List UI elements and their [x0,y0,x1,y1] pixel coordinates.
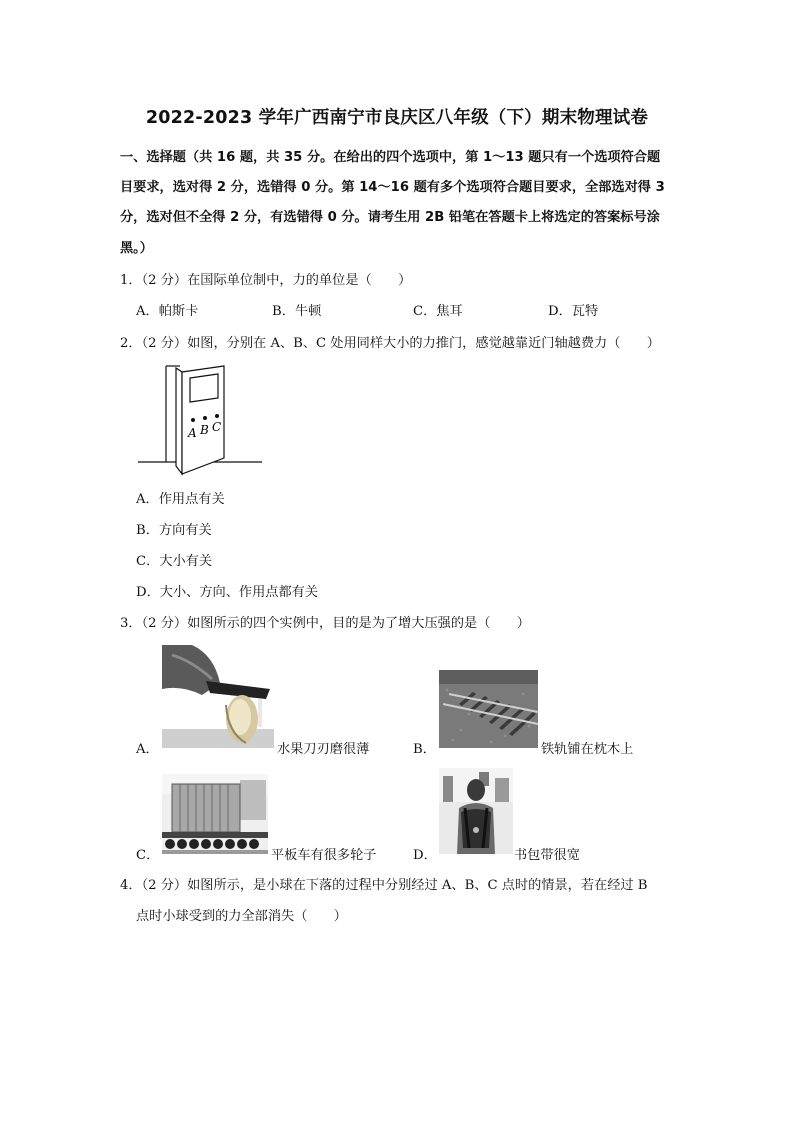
question-3-option-d-letter[interactable]: D． [413,848,437,863]
question-4-stem-line-2: 点时小球受到的力全部消失（ ） [136,909,347,924]
question-1-option-b[interactable]: B．牛顿 [272,304,322,319]
door-label-a: A [188,426,197,440]
question-2-option-b[interactable]: B．方向有关 [136,523,212,538]
section-instruction-line-1: 一、选择题（共 16 题，共 35 分。在给出的四个选项中，第 1～13 题只有一个选项符合题 [120,150,661,165]
exam-title: 2022-2023 学年广西南宁市良庆区八年级（下）期末物理试卷 [145,108,649,128]
question-1-option-d[interactable]: D．瓦特 [548,304,599,319]
schoolbag-strap-photo [439,768,513,854]
question-2-option-a[interactable]: A．作用点有关 [136,492,225,507]
question-4-stem-line-1: 4．（2 分）如图所示，是小球在下落的过程中分别经过 A、B、C 点时的情景，若在经过 B [120,878,648,893]
question-3-option-c-caption: 平板车有很多轮子 [271,848,377,863]
knife-cutting-potato-photo [162,645,274,748]
section-instruction-line-3: 分，选对但不全得 2 分，有选错得 0 分。请考生用 2B 铅笔在答题卡上将选定的答案标号涂 [120,210,660,225]
question-2-option-c[interactable]: C．大小有关 [136,554,213,569]
question-3-option-a-caption: 水果刀刃磨很薄 [277,742,370,757]
question-3-option-d-caption: 书包带很宽 [514,848,580,863]
section-instruction-line-4: 黑。） [120,241,153,256]
question-2-stem: 2．（2 分）如图，分别在 A、B、C 处用同样大小的力推门，感觉越靠近门轴越费力（ ） [120,336,660,351]
question-1-option-a[interactable]: A．帕斯卡 [136,304,199,319]
question-3-option-a-letter[interactable]: A． [136,742,159,757]
door-figure [136,362,266,477]
question-3-option-c-letter[interactable]: C． [136,848,160,863]
question-1-stem: 1．（2 分）在国际单位制中，力的单位是（ ） [120,273,412,288]
door-label-b: B [200,423,209,437]
railway-track-photo [439,670,538,748]
section-instruction-line-2: 目要求，选对得 2 分，选错得 0 分。第 14～16 题有多个选项符合题目要求，全部选对得 3 [120,180,665,195]
question-1-option-c[interactable]: C．焦耳 [413,304,463,319]
question-3-stem: 3．（2 分）如图所示的四个实例中，目的是为了增大压强的是（ ） [120,616,530,631]
question-3-option-b-letter[interactable]: B． [413,742,436,757]
question-3-option-b-caption: 铁轨铺在枕木上 [541,742,634,757]
door-label-c: C [212,420,222,434]
flatbed-truck-photo [162,774,268,854]
question-2-option-d[interactable]: D．大小、方向、作用点都有关 [136,585,319,600]
